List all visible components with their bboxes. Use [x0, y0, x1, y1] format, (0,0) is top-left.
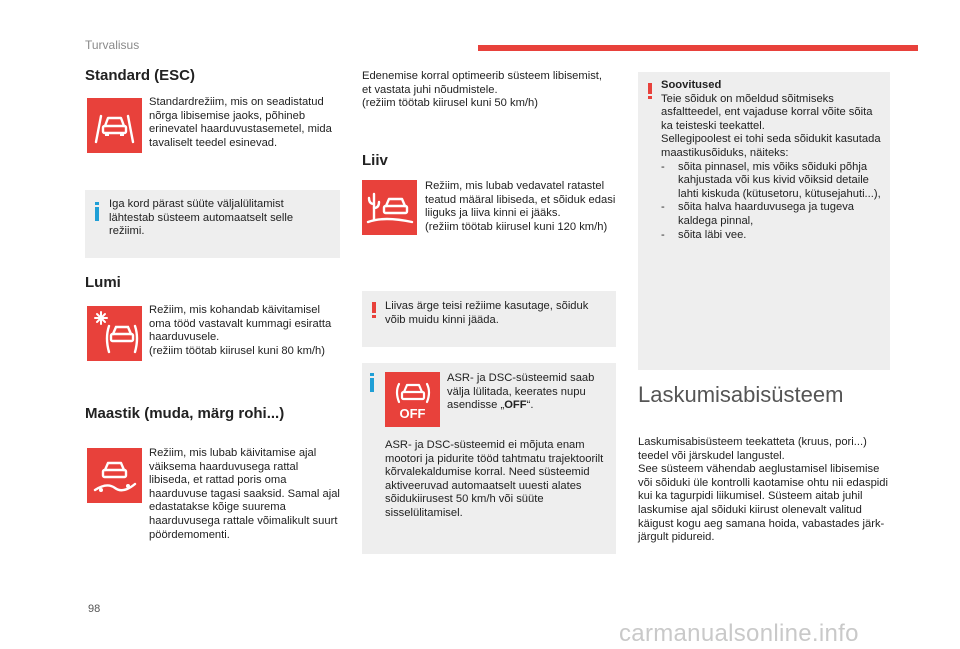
snow-mode-icon — [87, 306, 142, 361]
terrain-continued: Edenemise korral optimeerib süsteem libisemist, et vastata juhi nõudmistele. (režiim töötab kiirusel kuni 50 km/h) — [362, 70, 612, 111]
descent-title: Laskumisabisüsteem — [638, 382, 844, 407]
sand-title: Liiv — [362, 152, 388, 169]
sand-mode-icon — [362, 180, 417, 235]
descent-text2: See süsteem vähendab aeglustamisel libisemise või sõiduki üle kontrolli kaotamise ohtu nii edaspidi kui ka tagurpidi liikumisel. Süsteem aitab juhil laskumise ajal sõiduki kiirust olenevalt valitud käigust kogu aeg samana hoida, vabastades järk-järgult pidureid. — [638, 463, 888, 544]
off-icon-label: OFF — [399, 406, 426, 421]
off-note-text: ASR- ja DSC-süsteemid saab välja lülitada, keerates nupu asendisse „OFF“. — [447, 372, 595, 412]
info-icon-off — [370, 378, 374, 392]
warning-icon — [372, 302, 376, 313]
sand-speed: (režiim töötab kiirusel kuni 120 km/h) — [425, 220, 608, 233]
recommend-text: Teie sõiduk on mõeldud sõitmiseks asfaltteedel, ent vajaduse korral võite sõita ka teisteski teekattel. — [661, 92, 873, 132]
warning-icon-recommend — [648, 83, 652, 94]
page-number: 98 — [88, 603, 101, 615]
info-icon — [95, 207, 99, 221]
section-header: Turvalisus — [85, 38, 140, 52]
standard-mode-icon — [87, 98, 142, 153]
recommend-content — [661, 79, 883, 242]
terrain-mode-icon — [87, 448, 142, 503]
standard-title: Standard (ESC) — [85, 67, 196, 84]
descent-text: Laskumisabisüsteem teekatteta (kruus, pori...) teedel või järskudel langustel. — [638, 436, 867, 462]
snow-text: Režiim, mis kohandab käivitamisel oma tööd vastavalt kummagi esiratta haarduvusele. (režiim töötab kiirusel kuni 80 km/h) — [149, 304, 341, 358]
list-item: - sõita halva haarduvusega ja tugeva kaldega pinnal, — [661, 201, 883, 228]
terrain-text: Režiim, mis lubab käivitamise ajal väiksema haarduvusega rattal libiseda, et rattad poris oma haarduvuse tagasi saaksid. Samal ajal edastatakse kõige suurema haarduvusega rattale võimalikult suurt pöördemomenti. — [149, 447, 340, 541]
recommend-list — [661, 161, 883, 243]
sand-text: Režiim, mis lubab vedavatel ratastel teatud määral libiseda, et sõiduk edasi liiguks ja liiva kinni ei jääks. (režiim töötab kiirusel kuni 120 km/h) — [425, 180, 616, 233]
info-note-text: Iga kord pärast süüte väljalülitamist lähtestab süsteem automaatselt selle režiimi. — [109, 198, 294, 238]
off-note-paragraph: ASR- ja DSC-süsteemid ei mõjuta enam mootori ja pidurite tööd tahtmatu trajektoorilt kõrvalekaldumise korral. Need süsteemid aktiveeruvad automaatselt uuesti alates sõidukiirusest 50 km/h või süüte sisselülitamisel. — [385, 439, 604, 519]
descent-content — [638, 436, 894, 545]
watermark: carmanualsonline.info — [619, 620, 859, 647]
snow-speed: (režiim töötab kiirusel kuni 80 km/h) — [149, 344, 325, 357]
header-accent-bar — [478, 45, 918, 51]
standard-text: Standardrežiim, mis on seadistatud nõrga libisemise jaoks, põhineb erinevatel haarduvustasemetel, mida tavaliselt teedel esinevad. — [149, 96, 332, 149]
list-item: - sõita pinnasel, mis võiks sõiduki põhja kahjustada või kus kivid võiksid detaile lahti kiskuda (kütusetoru, kütusejahuti...), — [661, 161, 883, 202]
terrain-speed: (režiim töötab kiirusel kuni 50 km/h) — [362, 97, 538, 110]
warning-text: Liivas ärge teisi režiime kasutage, sõiduk võib muidu kinni jääda. — [385, 300, 589, 326]
recommend-title: Soovitused — [661, 79, 722, 91]
list-item: - sõita läbi vee. — [661, 229, 883, 243]
recommend-text2: Sellegipoolest ei tohi seda sõidukit kasutada maastikusõiduks, näiteks: — [661, 133, 881, 159]
terrain-title: Maastik (muda, märg rohi...) — [85, 405, 285, 422]
snow-title: Lumi — [85, 274, 121, 291]
off-bold: OFF — [504, 399, 527, 412]
off-icon — [385, 372, 440, 427]
